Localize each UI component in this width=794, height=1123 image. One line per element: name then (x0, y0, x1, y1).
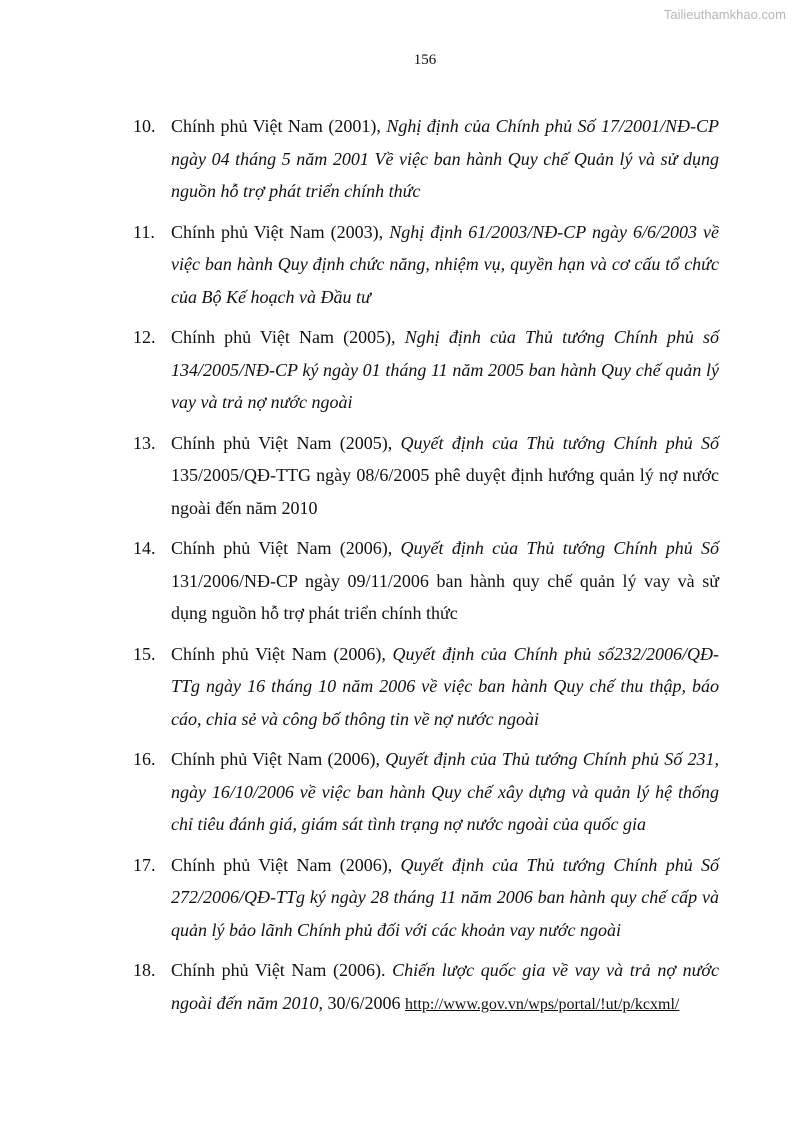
reference-title: Quyết định của Thủ tướng Chính phủ Số (400, 432, 719, 453)
reference-details: 135/2005/QĐ-TTG ngày 08/6/2005 phê duyệt định hướng quản lý nợ nước ngoài đến năm 2010 (171, 465, 719, 518)
reference-number: 16. (133, 749, 156, 769)
reference-author: Chính phủ Việt Nam (2006), (171, 749, 380, 769)
reference-item-18 (133, 954, 720, 1021)
reference-author: Chính phủ Việt Nam (2006). (171, 960, 386, 980)
reference-title: Chiến lược quốc gia về vay và trả nợ nước ngoài đến năm 2010 (171, 960, 720, 1013)
reference-url-link[interactable]: http://www.gov.vn/wps/portal/!ut/p/kcxml/ (405, 995, 680, 1013)
reference-number: 15. (133, 643, 156, 664)
reference-details: , 30/6/2006 (318, 992, 401, 1013)
reference-title: Quyết định của Thủ tướng Chính phủ Số 231, ngày 16/10/2006 về việc ban hành Quy chế xây dựng và quản lý hệ thống chỉ tiêu đánh giá, giám sát tình trạng nợ nước ngoài của quốc gia (171, 749, 719, 834)
reference-author: Chính phủ Việt Nam (2003), (171, 221, 384, 242)
reference-number: 12. (133, 327, 156, 347)
reference-author: Chính phủ Việt Nam (2006), (171, 854, 393, 875)
reference-number: 17. (133, 854, 156, 875)
reference-item-14 (133, 532, 719, 630)
reference-author: Chính phủ Việt Nam (2001), (171, 116, 381, 136)
reference-number: 13. (133, 432, 156, 453)
reference-number: 10. (133, 116, 156, 136)
reference-title: Quyết định của Chính phủ số232/2006/QĐ-TTg ngày 16 tháng 10 năm 2006 về việc ban hành Quy chế thu thập, báo cáo, chia sẻ và công bố thông tin về nợ nước ngoài (171, 643, 719, 729)
reference-number: 14. (133, 538, 156, 558)
reference-item-11 (133, 216, 720, 314)
reference-list (0, 110, 794, 1029)
reference-details: 131/2006/NĐ-CP ngày 09/11/2006 ban hành quy chế quản lý vay và sử dụng nguồn hỗ trợ phát triển chính thức (171, 570, 719, 623)
reference-item-10 (133, 110, 719, 208)
reference-item-16 (133, 743, 719, 841)
reference-item-15 (133, 638, 719, 736)
reference-author: Chính phủ Việt Nam (2005), (171, 327, 396, 347)
reference-title: Nghị định của Chính phủ Số 17/2001/NĐ-CP ngày 04 tháng 5 năm 2001 Về việc ban hành Quy chế Quản lý và sử dụng nguồn hỗ trợ phát triển chính thức (171, 116, 719, 201)
reference-title: Quyết định của Thủ tướng Chính phủ Số 272/2006/QĐ-TTg ký ngày 28 tháng 11 năm 2006 ban hành quy chế cấp và quản lý bảo lãnh Chính phủ đối với các khoản vay nước ngoài (171, 854, 719, 940)
reference-number: 18. (133, 960, 156, 980)
reference-title: Nghị định của Thủ tướng Chính phủ số 134/2005/NĐ-CP ký ngày 01 tháng 11 năm 2005 ban hành Quy chế quản lý vay và trả nợ nước ngoài (171, 327, 719, 412)
reference-author: Chính phủ Việt Nam (2006), (171, 538, 393, 558)
reference-item-12 (133, 321, 719, 419)
reference-title: Quyết định của Thủ tướng Chính phủ Số (400, 538, 719, 558)
reference-number: 11. (133, 221, 155, 242)
reference-item-17 (133, 849, 719, 947)
reference-author: Chính phủ Việt Nam (2006), (171, 643, 386, 664)
reference-author: Chính phủ Việt Nam (2005), (171, 432, 393, 453)
reference-title: Nghị định 61/2003/NĐ-CP ngày 6/6/2003 về việc ban hành Quy định chức năng, nhiệm vụ, quyền hạn và cơ cấu tổ chức của Bộ Kế hoạch và Đầu tư (171, 221, 720, 307)
reference-item-13 (133, 427, 719, 525)
watermark: Tailieuthamkhao.com (663, 7, 786, 22)
page-number: 156 (413, 52, 437, 68)
